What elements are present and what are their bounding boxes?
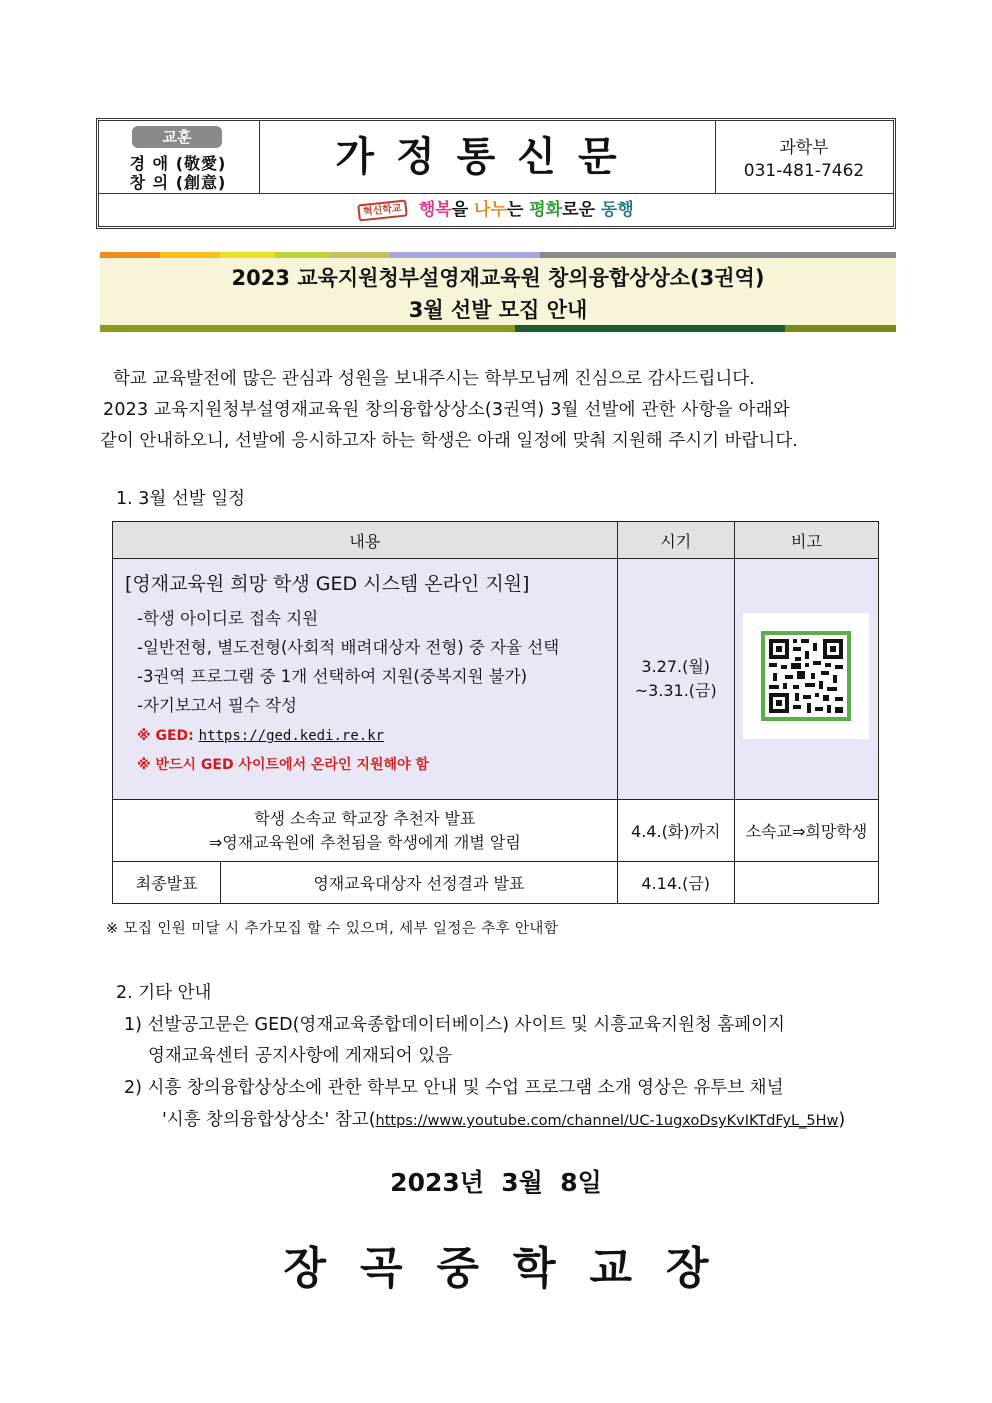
slogan-segment: 평화 xyxy=(529,200,563,220)
title-banner xyxy=(100,252,896,332)
note-cell: 소속교⇒희망학생 xyxy=(734,800,878,862)
banner-stripe xyxy=(540,252,896,258)
section-heading: 2. 기타 안내 xyxy=(116,983,212,1003)
principal-signature: 장곡중학교장 xyxy=(283,1243,743,1294)
row-text: 학생 소속교 학교장 추천자 발표 xyxy=(254,808,476,828)
period-cell xyxy=(617,559,734,800)
column-header-note: 비고 xyxy=(734,522,878,559)
header-top-row xyxy=(99,121,893,194)
slogan-text xyxy=(419,200,634,220)
table-row xyxy=(113,862,879,904)
department-phone: 031-481-7462 xyxy=(743,161,865,181)
slogan-segment: 을 xyxy=(451,200,475,220)
banner-stripe xyxy=(390,252,540,258)
banner-stripe xyxy=(160,252,220,258)
row-title: [영재교육원 희망 학생 GED 시스템 온라인 지원] xyxy=(125,573,530,595)
table-header-row xyxy=(113,522,879,559)
notice-line: 1) 선발공고문은 GED(영재교육종합데이터베이스) 사이트 및 시흥교육지원청 홈페이지 xyxy=(124,1015,785,1035)
intro-line: 같이 안내하오니, 선발에 응시하고자 하는 학생은 아래 일정에 맞춰 지원해 주시기 바랍니다. xyxy=(100,431,798,451)
notice-text: '시흥 창의융합상상소' 참고( xyxy=(162,1110,376,1130)
banner-title-line2: 3월 선발 모집 안내 xyxy=(408,298,588,322)
ged-link[interactable]: https://ged.kedi.re.kr xyxy=(198,728,385,744)
motto-tag: 교훈 xyxy=(132,126,222,148)
row-text: ⇒영재교육원에 추천됨을 학생에게 개별 알림 xyxy=(208,832,521,852)
banner-stripe xyxy=(515,325,785,332)
banner-stripe xyxy=(100,252,160,258)
slogan-segment: 는 xyxy=(506,200,530,220)
slogan-segment: 로운 xyxy=(562,200,601,220)
period-cell: 4.14.(금) xyxy=(617,862,734,904)
table-row xyxy=(113,800,879,862)
intro-line: 2023 교육지원청부설영재교육원 창의융합상상소(3권역) 3월 선발에 관한 사항을 아래와 xyxy=(103,400,790,420)
period-end: ~3.31.(금) xyxy=(634,681,717,700)
slogan-segment: 나누 xyxy=(474,200,507,220)
youtube-link[interactable]: https://www.youtube.com/channel/UC-1ugxoDsyKvIKTdFyL_5Hw xyxy=(375,1113,839,1129)
school-motto xyxy=(99,121,260,193)
recommendation-details xyxy=(113,800,618,862)
newsletter-header xyxy=(96,118,896,229)
department-info xyxy=(715,121,893,193)
slogan-segment: 동행 xyxy=(600,200,634,220)
notice-text: ) xyxy=(838,1110,846,1130)
department-name: 과학부 xyxy=(779,138,829,158)
section-heading: 1. 3월 선발 일정 xyxy=(116,489,246,509)
warning-text: ※ 반드시 GED 사이트에서 온라인 지원해야 함 xyxy=(137,757,429,773)
issue-date: 2023년 3월 8일 xyxy=(390,1168,602,1197)
banner-stripe xyxy=(220,252,275,258)
qr-code[interactable] xyxy=(743,613,869,739)
ged-label: ※ GED: xyxy=(137,728,199,744)
slogan-segment: 행복 xyxy=(418,200,452,220)
application-details xyxy=(113,559,618,800)
notice-line: 2) 시흥 창의융합상상소에 관한 학부모 안내 및 수업 프로그램 소개 영상은 유투브 채널 xyxy=(124,1078,784,1098)
banner-title-line1: 2023 교육지원청부설영재교육원 창의융합상상소(3권역) xyxy=(231,266,765,290)
motto-line-1: 경 애 (敬愛) xyxy=(129,154,227,173)
table-footnote: ※ 모집 인원 미달 시 추가모집 할 수 있으며, 세부 일정은 추후 안내함 xyxy=(106,921,559,937)
column-header-period: 시기 xyxy=(617,522,734,559)
qr-code-frame xyxy=(761,631,851,721)
banner-title xyxy=(100,262,896,326)
banner-stripe xyxy=(785,325,896,332)
intro-line: 학교 교육발전에 많은 관심과 성원을 보내주시는 학부모님께 진심으로 감사드립니다. xyxy=(113,369,755,389)
list-item: -3권역 프로그램 중 1개 선택하여 지원(중복지원 불가) xyxy=(137,667,528,686)
qr-pattern xyxy=(765,635,847,717)
period-cell: 4.4.(화)까지 xyxy=(617,800,734,862)
period-start: 3.27.(월) xyxy=(641,657,711,676)
row-text: 영재교육대상자 선정결과 발표 xyxy=(221,862,618,904)
list-item: -일반전형, 별도전형(사회적 배려대상자 전형) 중 자율 선택 xyxy=(137,638,560,657)
motto-line-2: 창 의 (創意) xyxy=(129,173,227,192)
innovation-school-badge: 혁신학교 xyxy=(358,199,408,221)
newsletter-title: 가정통신문 xyxy=(259,121,716,193)
notice-line: 영재교육센터 공지사항에 게재되어 있음 xyxy=(148,1046,453,1066)
list-item: -학생 아이디로 접속 지원 xyxy=(137,609,319,628)
banner-stripe xyxy=(275,252,330,258)
note-cell xyxy=(734,862,878,904)
banner-stripe xyxy=(330,252,390,258)
row-label: 최종발표 xyxy=(113,862,221,904)
banner-stripe xyxy=(100,325,515,332)
notice-line xyxy=(162,1106,845,1131)
list-item: -자기보고서 필수 작성 xyxy=(137,696,297,715)
school-slogan xyxy=(99,194,893,227)
column-header-content: 내용 xyxy=(113,522,618,559)
